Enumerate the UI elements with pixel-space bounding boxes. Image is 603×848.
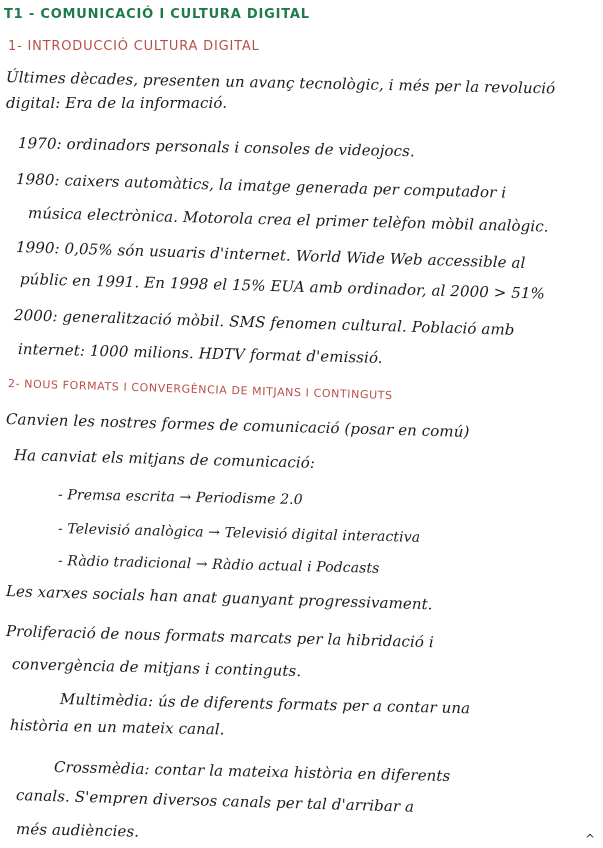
corner-mark: ^	[584, 832, 595, 846]
text-line: públic en 1991. En 1998 el 15% EUA amb ordinador, al 2000 > 51%	[19, 270, 546, 303]
text-line: 2000: generalització mòbil. SMS fenomen cultural. Població amb	[13, 306, 515, 339]
text-line: digital: Era de la informació.	[6, 94, 228, 112]
text-line: Les xarxes socials han anat guanyant progressivament.	[5, 582, 433, 614]
text-line: Crossmèdia: contar la mateixa història en diferents	[53, 758, 451, 785]
text-line: història en un mateix canal.	[9, 716, 225, 739]
text-line: convergència de mitjans i continguts.	[11, 655, 302, 681]
text-line: 1990: 0,05% són usuaris d'internet. World Wide Web accessible al	[15, 238, 526, 273]
text-line: Canvien les nostres formes de comunicació (posar en comú)	[5, 410, 470, 441]
text-line: 1980: caixers automàtics, la imatge generada per computador i	[15, 170, 507, 202]
text-line: Ha canviat els mitjans de comunicació:	[13, 446, 316, 472]
text-line: Proliferació de nous formats marcats per la hibridació i	[5, 622, 435, 652]
text-line: música electrònica. Motorola crea el primer telèfon mòbil analògic.	[27, 204, 549, 236]
text-line: Últimes dècades, presenten un avanç tecnològic, i més per la revolució	[5, 68, 556, 98]
section-heading-1: 1- INTRODUCCIÓ CULTURA DIGITAL	[8, 39, 260, 54]
text-line: canals. S'empren diversos canals per tal d'arribar a	[15, 786, 415, 816]
list-item: - Televisió analògica → Televisió digital interactiva	[57, 521, 421, 546]
section-heading-2: 2- NOUS FORMATS I CONVERGÈNCIA DE MITJANS I CONTINGUTS	[7, 377, 393, 403]
text-line: Multimèdia: ús de diferents formats per a contar una	[59, 690, 471, 718]
list-item: - Ràdio tradicional → Ràdio actual i Podcasts	[57, 553, 380, 577]
text-line: 1970: ordinadors personals i consoles de videojocs.	[17, 134, 416, 161]
page-title: T1 - COMUNICACIÓ I CULTURA DIGITAL	[4, 7, 310, 22]
text-line: internet: 1000 milions. HDTV format d'emissió.	[17, 340, 383, 367]
text-line: més audiències.	[15, 820, 140, 841]
list-item: - Premsa escrita → Periodisme 2.0	[57, 487, 303, 509]
